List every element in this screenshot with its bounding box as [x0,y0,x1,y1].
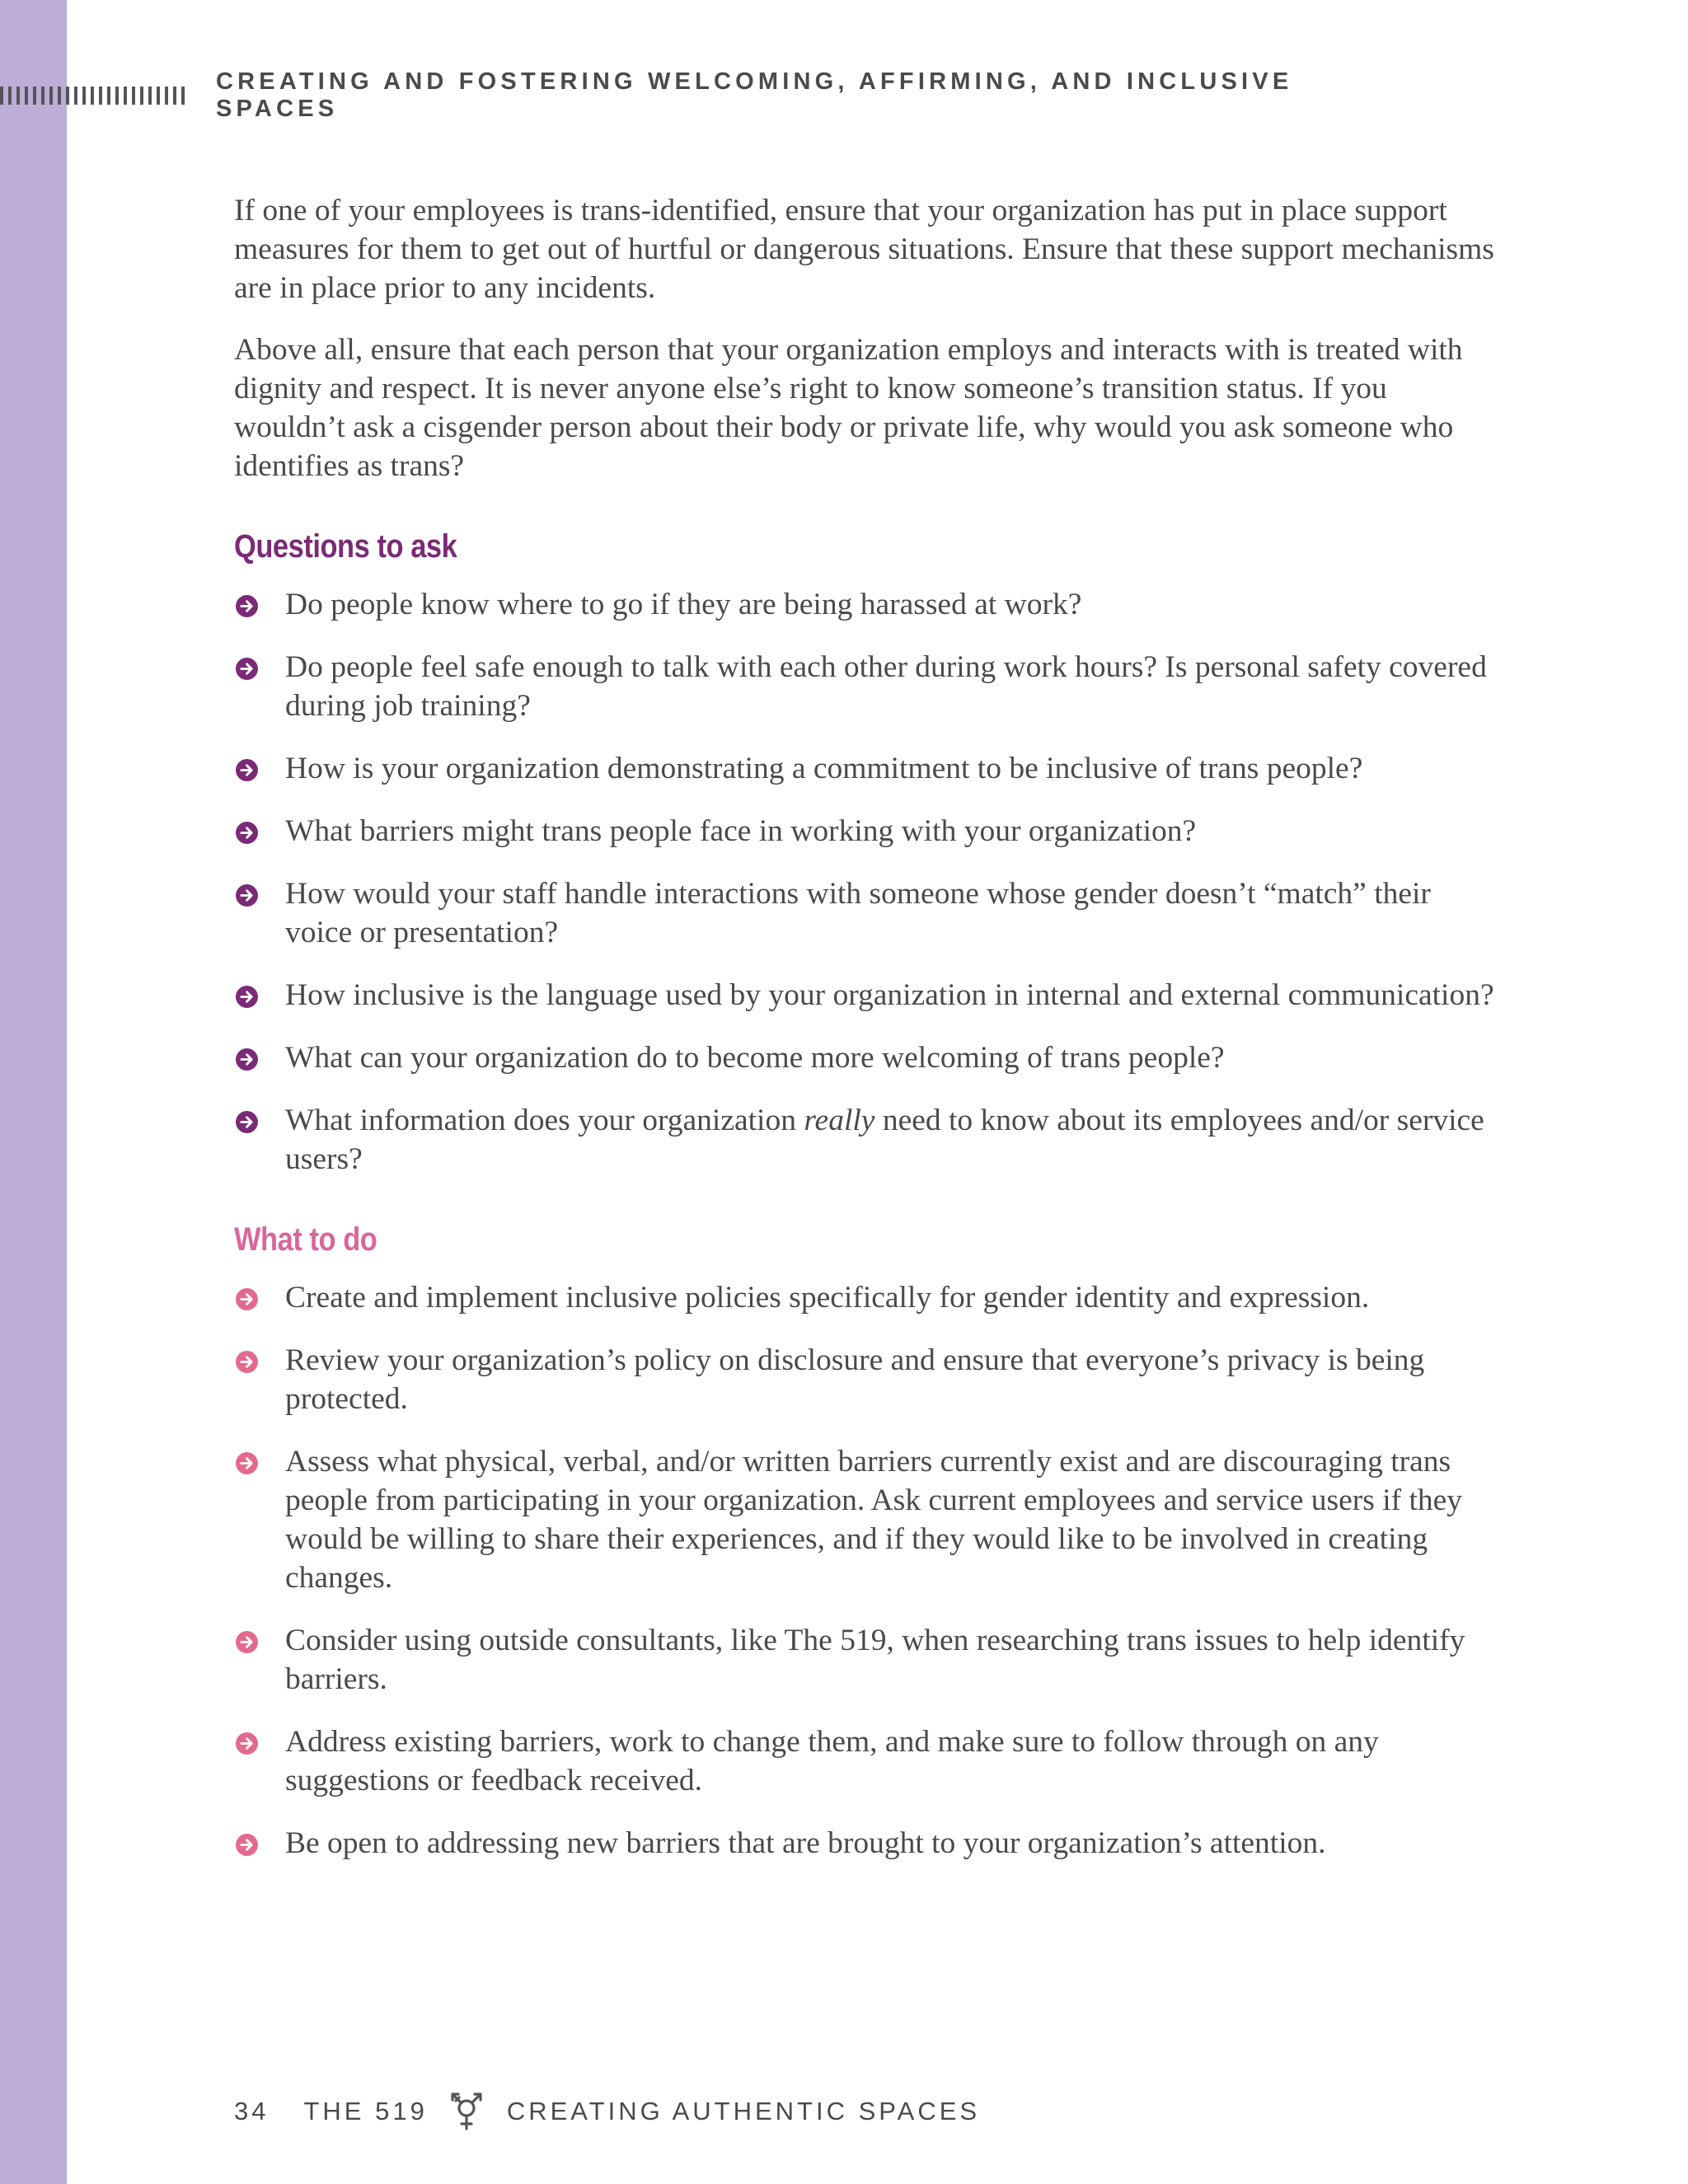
question-item [234,648,1495,725]
arrow-circle-icon [236,1834,258,1856]
question-text: Do people feel safe enough to talk with each other during work hours? Is personal safety covered during job training? [285,650,1487,723]
footer-publication-title: CREATING AUTHENTIC SPACES [506,2097,981,2125]
todo-text: Be open to addressing new barriers that are brought to your organization’s attention. [285,1826,1326,1860]
question-item [234,812,1495,851]
question-text: How is your organization demonstrating a commitment to be inclusive of trans people? [285,752,1363,785]
footer-org-name: THE 519 [303,2097,428,2125]
arrow-circle-icon [236,658,258,680]
intro-paragraph-2: Above all, ensure that each person that your organization employs and interacts with is treated with dignity and respect. It is never anyone else’s right to know someone’s transition status. If you wouldn’t ask a cisgender person about their body or private life, why would you ask someone who identifies as trans? [234,333,1463,483]
question-text: Do people know where to go if they are being harassed at work? [285,588,1082,621]
arrow-circle-icon [236,822,258,844]
arrow-circle-icon [236,1452,258,1474]
question-item [234,585,1495,624]
question-text: What barriers might trans people face in working with your organization? [285,814,1197,848]
todo-text: Create and implement inclusive policies specifically for gender identity and expression. [285,1281,1370,1315]
todo-item [234,1442,1495,1597]
transgender-symbol-icon [448,2090,485,2133]
todo-text: Review your organization’s policy on disclosure and ensure that everyone’s privacy is being protected. [285,1343,1425,1416]
header-tick-marks [0,87,185,105]
arrow-circle-icon [236,1351,258,1373]
arrow-circle-icon [236,884,258,907]
arrow-circle-icon [236,759,258,781]
arrow-circle-icon [236,1631,258,1653]
question-text: What information does your organization really need to know about its employees and/or service users? [285,1104,1484,1176]
questions-heading: Questions to ask [234,528,457,565]
header-title: CREATING AND FOSTERING WELCOMING, AFFIRMING, AND INCLUSIVE SPACES [216,68,1293,122]
page-number: 34 [234,2097,270,2125]
todo-text: Address existing barriers, work to change them, and make sure to follow through on any suggestions or feedback received. [285,1725,1379,1797]
question-item [234,1101,1495,1179]
todo-list [234,1278,1495,1863]
arrow-circle-icon [236,986,258,1008]
questions-list [234,585,1495,1179]
arrow-circle-icon [236,1111,258,1133]
emphasis-really: really [804,1104,875,1137]
question-item [234,976,1495,1015]
question-item [234,749,1495,788]
arrow-circle-icon [236,1048,258,1071]
question-text: How would your staff handle interactions with someone whose gender doesn’t “match” their voice or presentation? [285,877,1431,949]
arrow-circle-icon [236,1732,258,1755]
page-content [234,191,1495,1886]
todo-item [234,1621,1495,1699]
todo-item [234,1278,1495,1317]
left-color-band [0,0,67,2184]
arrow-circle-icon [236,595,258,617]
arrow-circle-icon [236,1288,258,1310]
running-header [0,68,1319,122]
todo-item [234,1722,1495,1800]
todo-item [234,1341,1495,1418]
question-item [234,1038,1495,1077]
todo-text: Assess what physical, verbal, and/or written barriers currently exist and are discouraging trans people from participating in your organization. Ask current employees and service users if they would be willing to share their experiences, and if they would like to be involved in creating changes. [285,1445,1463,1595]
todo-item [234,1824,1495,1863]
question-text: What can your organization do to become more welcoming of trans people? [285,1041,1225,1075]
question-text: How inclusive is the language used by your organization in internal and external communication? [285,978,1494,1012]
question-item [234,874,1495,952]
todo-heading: What to do [234,1221,377,1258]
page-footer [234,2090,980,2133]
intro-paragraph-1: If one of your employees is trans-identified, ensure that your organization has put in place support measures for them to get out of hurtful or dangerous situations. Ensure that these support mechanisms are in place prior to any incidents. [234,194,1494,305]
todo-text: Consider using outside consultants, like The 519, when researching trans issues to help identify barriers. [285,1624,1465,1696]
